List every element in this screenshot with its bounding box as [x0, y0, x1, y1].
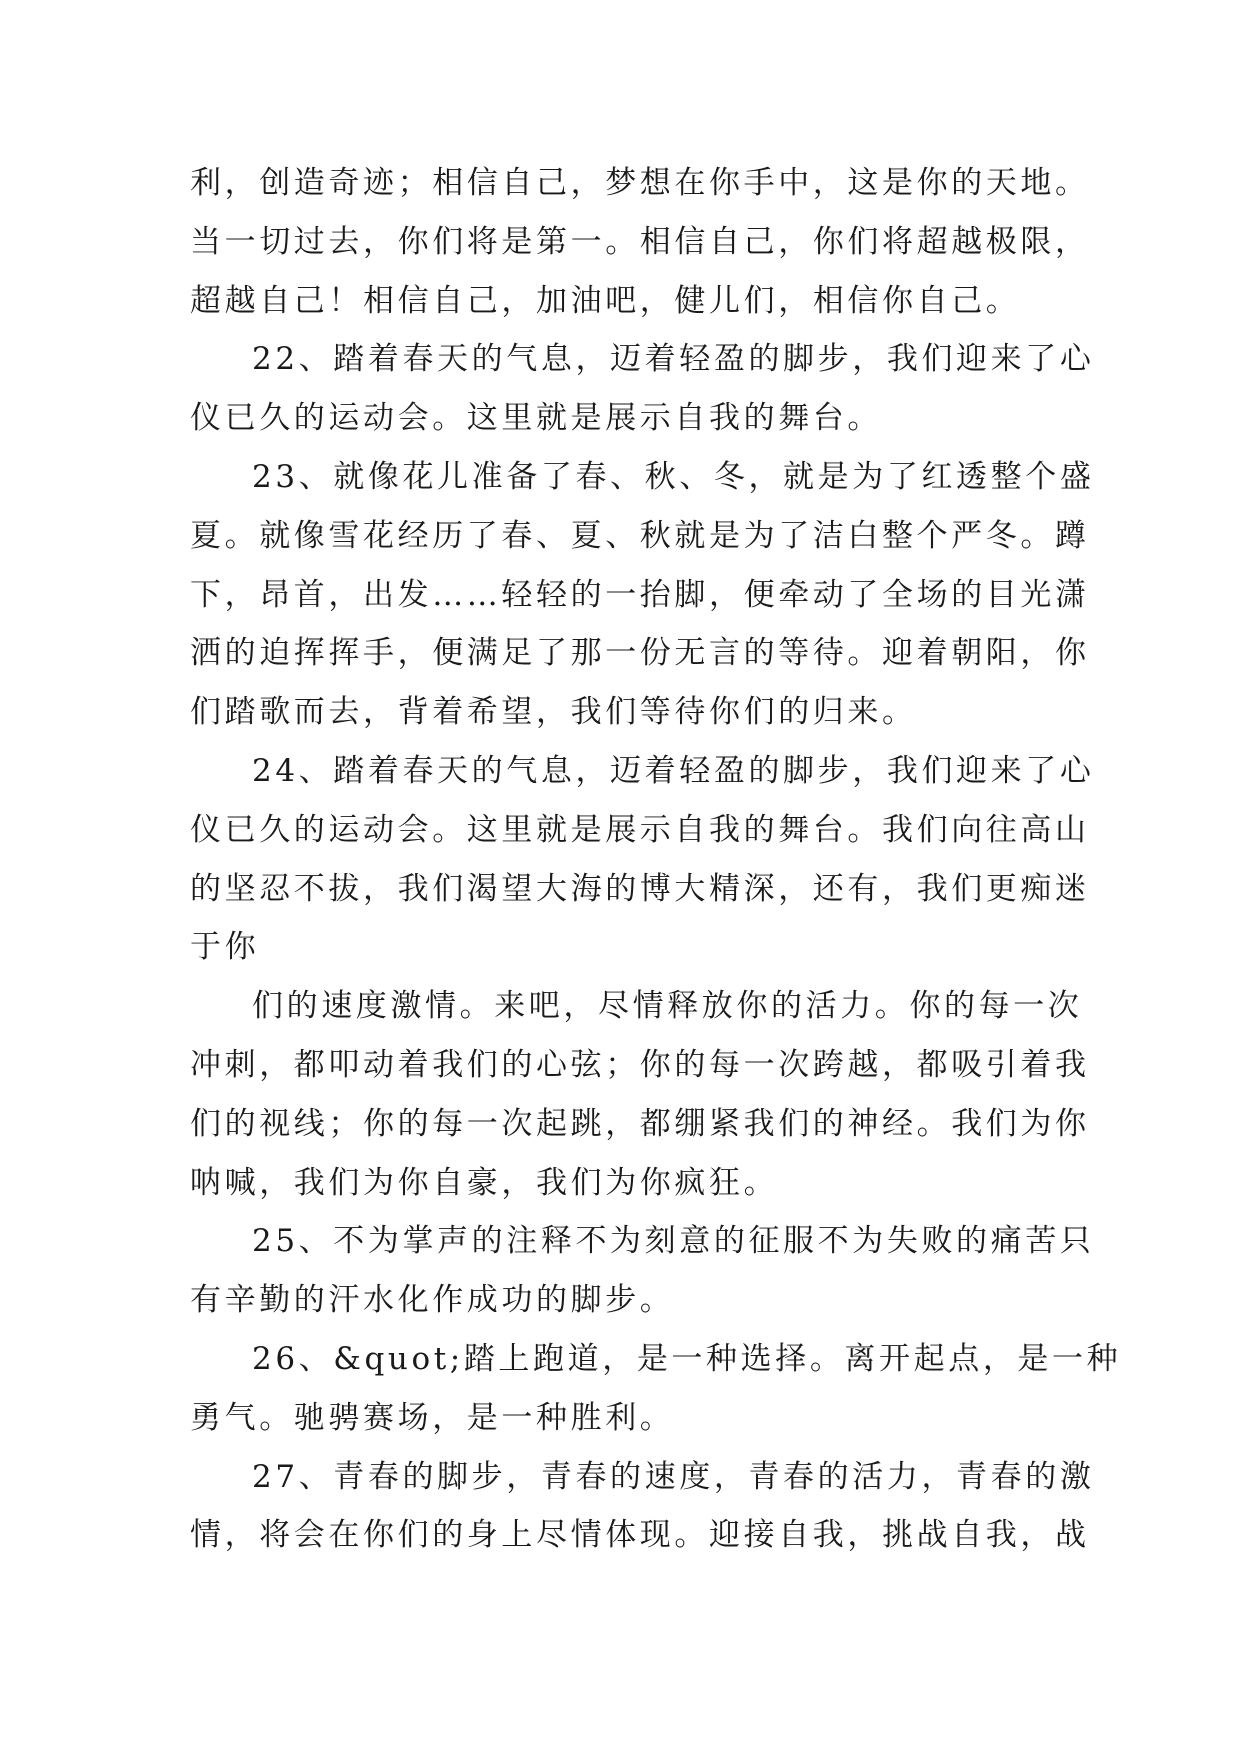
text-line: 下，昂首，出发……轻轻的一抬脚，便牵动了全场的目光潇 [190, 576, 1090, 613]
text-line: 利，创造奇迹；相信自己，梦想在你手中，这是你的天地。 [190, 165, 1090, 201]
text-line: 呐喊，我们为你自豪，我们为你疯狂。 [190, 1164, 779, 1201]
text-line: 们的视线；你的每一次起跳，都绷紧我们的神经。我们为你 [190, 1105, 1090, 1142]
text-line: 23、就像花儿准备了春、秋、冬，就是为了红透整个盛 [252, 458, 1095, 495]
text-line: 超越自己！相信自己，加油吧，健儿们，相信你自己。 [190, 282, 1021, 319]
body-text [190, 154, 1122, 1565]
text-line: 勇气。驰骋赛场，是一种胜利。 [190, 1399, 675, 1436]
text-line: 仪已久的运动会。这里就是展示自我的舞台。 [190, 400, 882, 437]
text-line: 们踏歌而去，背着希望，我们等待你们的归来。 [190, 694, 917, 731]
text-line: 们的速度激情。来吧，尽情释放你的活力。你的每一次 [252, 988, 1083, 1025]
text-line: 冲刺，都叩动着我们的心弦；你的每一次跨越，都吸引着我 [190, 1046, 1090, 1083]
text-line: 22、踏着春天的气息，迈着轻盈的脚步，我们迎来了心 [252, 341, 1095, 378]
text-line: 有辛勤的汗水化作成功的脚步。 [190, 1282, 675, 1319]
text-line: 情，将会在你们的身上尽情体现。迎接自我，挑战自我，战 [190, 1517, 1090, 1554]
text-line: 仪已久的运动会。这里就是展示自我的舞台。我们向往高山 [190, 811, 1090, 848]
text-line: 的坚忍不拔，我们渴望大海的博大精深，还有，我们更痴迷 [190, 870, 1090, 907]
text-line: 24、踏着春天的气息，迈着轻盈的脚步，我们迎来了心 [252, 752, 1095, 789]
text-line: 27、青春的脚步，青春的速度，青春的活力，青春的激 [252, 1458, 1095, 1495]
text-line: 25、不为掌声的注释不为刻意的征服不为失败的痛苦只 [252, 1223, 1095, 1260]
text-line: 夏。就像雪花经历了春、夏、秋就是为了洁白整个严冬。蹲 [190, 517, 1090, 554]
text-line: 于你 [190, 929, 260, 966]
text-line: 当一切过去，你们将是第一。相信自己，你们将超越极限， [190, 223, 1090, 260]
text-line: 洒的迫挥挥手，便满足了那一份无言的等待。迎着朝阳，你 [190, 635, 1090, 672]
text-line: 26、&quot;踏上跑道，是一种选择。离开起点，是一种 [252, 1340, 1122, 1377]
